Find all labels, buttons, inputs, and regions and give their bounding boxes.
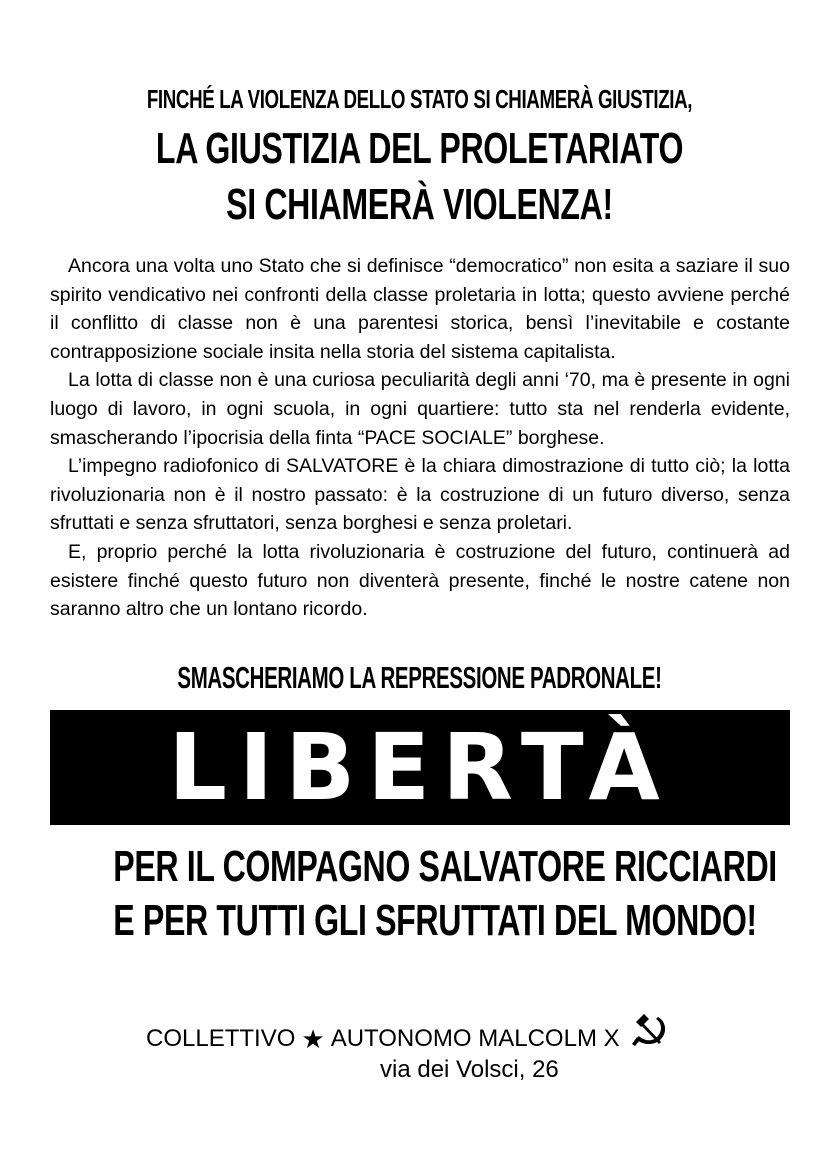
signature-right: AUTONOMO MALCOLM X [330, 1025, 620, 1052]
banner-word: LIBERTÀ [168, 714, 672, 821]
signature-left: COLLETTIVO [146, 1025, 296, 1052]
star-icon: ★ [301, 1024, 325, 1054]
headline-line-2: LA GIUSTIZIA DEL PROLETARIATO [155, 124, 684, 173]
headline-line-3: SI CHIAMERÀ VIOLENZA! [226, 180, 613, 229]
headline-line-1: FINCHÉ LA VIOLENZA DELLO STATO SI CHIAMERÀ GIUSTIZIA, [146, 84, 693, 114]
hammer-sickle-icon [630, 1014, 670, 1048]
signature [146, 1022, 670, 1056]
body-paragraph-2: La lotta di classe non è una curiosa peculiarità degli anni ‘70, ma è presente in ogni luogo di lavoro, in ogni scuola, in ogni quartiere: tutto sta nel renderla evidente, smascherando l’ipocrisia della finta “PACE SOCIALE” borghese. [50, 369, 790, 449]
body-paragraph-3: L’impegno radiofonico di SALVATORE è la chiara dimostrazione di tutto ciò; la lotta rivoluzionaria non è il nostro passato: è la costruzione di un futuro diverso, senza sfruttati e senza sfruttatori, senza borghesi e senza proletari. [50, 455, 790, 535]
liberta-banner [50, 710, 790, 825]
body-text [50, 252, 790, 624]
dedication-line-2: E PER TUTTI GLI SFRUTTATI DEL MONDO! [113, 896, 757, 945]
body-paragraph-4: E, proprio perché la lotta rivoluzionaria è costruzione del futuro, continuerà ad esistere finché questo futuro non diventerà presente, finché le nostre catene non saranno altro che un lontano ricordo. [50, 540, 790, 621]
address: via dei Volsci, 26 [380, 1056, 559, 1083]
body-paragraph-1: Ancora una volta uno Stato che si definisce “democratico” non esita a saziare il suo spirito vendicativo nei confronti della classe proletaria in lotta; questo avviene perché il conflitto di classe non è una parentesi storica, bensì l’inevitabile e costante contrapposizione sociale insita nella storia del sistema capitalista. [50, 255, 790, 363]
slogan: SMASCHERIAMO LA REPRESSIONE PADRONALE! [177, 660, 662, 695]
dedication-line-1: PER IL COMPAGNO SALVATORE RICCIARDI [113, 842, 777, 891]
